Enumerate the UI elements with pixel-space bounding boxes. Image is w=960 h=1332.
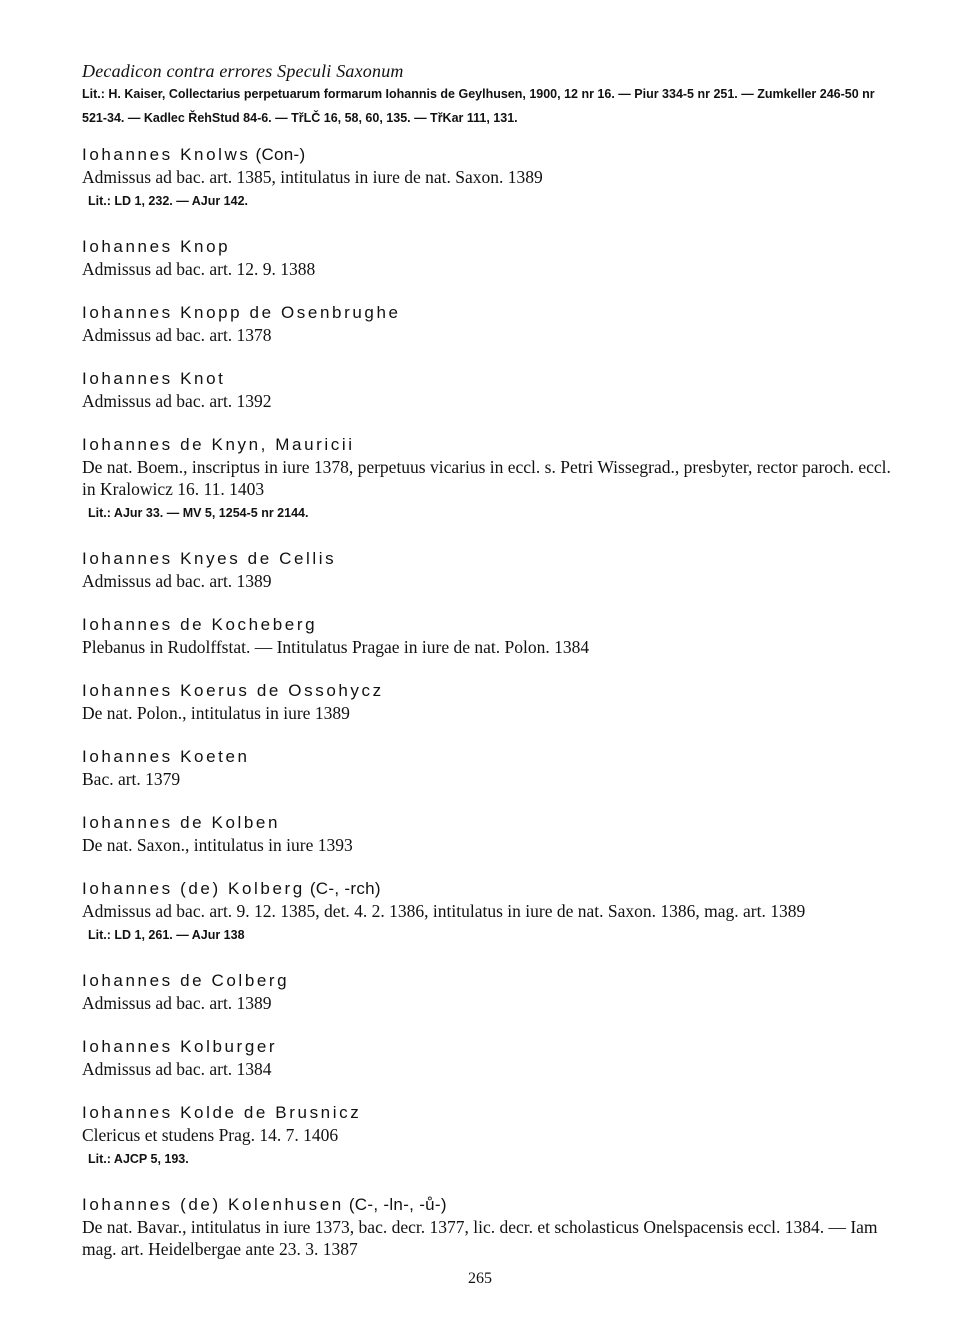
entry-text: De nat. Saxon., intitulatus in iure 1393 <box>82 835 353 855</box>
entry-name <box>82 812 892 834</box>
biographical-entry <box>82 434 892 526</box>
entry-literature: Lit.: AJur 33. — MV 5, 1254-5 nr 2144. <box>88 506 309 520</box>
entry-text: Admissus ad bac. art. 12. 9. 1388 <box>82 259 316 279</box>
entry-name <box>82 548 892 570</box>
biographical-entry <box>82 812 892 856</box>
entry-text: De nat. Bavar., intitulatus in iure 1373, bac. decr. 1377, lic. decr. et scholasticus Onelspacensis eccl. 1384. — Iam mag. art. Heidelbergae ante 23. 3. 1387 <box>82 1217 878 1259</box>
entry-text: Admissus ad bac. art. 1385, intitulatus in iure de nat. Saxon. 1389 <box>82 167 543 187</box>
entry-text: Bac. art. 1379 <box>82 769 181 789</box>
entry-name <box>82 302 892 324</box>
entry-name-variant: (C-, -ln-, -ů-) <box>343 1195 447 1214</box>
biographical-entry <box>82 746 892 790</box>
intro-section <box>82 60 892 130</box>
entry-name-text: Iohannes (de) Kolenhusen <box>82 1195 344 1214</box>
entry-name-text: Iohannes Koeten <box>82 747 250 766</box>
biographical-entry <box>82 878 892 948</box>
biographical-entry <box>82 680 892 724</box>
biographical-entry <box>82 970 892 1014</box>
biographical-entry <box>82 614 892 658</box>
biographical-entry <box>82 368 892 412</box>
biographical-entry <box>82 302 892 346</box>
entry-text: Admissus ad bac. art. 9. 12. 1385, det. 4. 2. 1386, intitulatus in iure de nat. Saxon. 1386, mag. art. 1389 <box>82 901 806 921</box>
entry-name <box>82 1194 892 1216</box>
entry-name-text: Iohannes de Kocheberg <box>82 615 318 634</box>
entry-name <box>82 1102 892 1124</box>
entry-text: Clericus et studens Prag. 14. 7. 1406 <box>82 1125 339 1145</box>
entry-name-variant: (Con-) <box>250 145 306 164</box>
entry-literature: Lit.: LD 1, 261. — AJur 138 <box>88 928 245 942</box>
entry-name-text: Iohannes Knolws <box>82 145 251 164</box>
entry-name-text: Iohannes Kolde de Brusnicz <box>82 1103 362 1122</box>
entry-text: De nat. Boem., inscriptus in iure 1378, perpetuus vicarius in eccl. s. Petri Wissegrad., presbyter, rector paroch. eccl. in Kralowicz 16. 11. 1403 <box>82 457 891 499</box>
biographical-entry <box>82 236 892 280</box>
entry-name <box>82 614 892 636</box>
entry-name-text: Iohannes Knop <box>82 237 231 256</box>
entry-name-text: Iohannes Koerus de Ossohycz <box>82 681 384 700</box>
biographical-entry <box>82 144 892 214</box>
entry-text: Admissus ad bac. art. 1378 <box>82 325 272 345</box>
entry-name-text: Iohannes Knyes de Cellis <box>82 549 337 568</box>
intro-literature: Lit.: H. Kaiser, Collectarius perpetuarum formarum Iohannis de Geylhusen, 1900, 12 nr 16. — Piur 334-5 nr 251. — Zumkeller 246-50 nr 521-34. — Kadlec ŘehStud 84-6. — TřLČ 16, 58, 60, 135. — TřKar 111, 131. <box>82 87 875 125</box>
entry-name <box>82 144 892 166</box>
entry-name <box>82 368 892 390</box>
entry-name-text: Iohannes Kolburger <box>82 1037 278 1056</box>
entry-text: Admissus ad bac. art. 1392 <box>82 391 272 411</box>
entry-text: De nat. Polon., intitulatus in iure 1389 <box>82 703 350 723</box>
biographical-entry <box>82 1102 892 1172</box>
biographical-entry <box>82 548 892 592</box>
intro-title: Decadicon contra errores Speculi Saxonum <box>82 61 404 81</box>
entry-text: Admissus ad bac. art. 1389 <box>82 993 272 1013</box>
entry-name-text: Iohannes de Kolben <box>82 813 281 832</box>
document-page <box>82 60 892 1260</box>
entry-name <box>82 878 892 900</box>
entry-name-text: Iohannes de Colberg <box>82 971 290 990</box>
entry-name <box>82 236 892 258</box>
entry-name <box>82 680 892 702</box>
biographical-entry <box>82 1036 892 1080</box>
entry-name-text: Iohannes de Knyn, Mauricii <box>82 435 355 454</box>
entry-literature: Lit.: AJCP 5, 193. <box>88 1152 189 1166</box>
entry-name-text: Iohannes (de) Kolberg <box>82 879 305 898</box>
entry-name <box>82 434 892 456</box>
entry-name <box>82 746 892 768</box>
entry-name-text: Iohannes Knot <box>82 369 226 388</box>
entry-list <box>82 144 892 1260</box>
entry-literature: Lit.: LD 1, 232. — AJur 142. <box>88 194 249 208</box>
entry-name <box>82 1036 892 1058</box>
entry-name-text: Iohannes Knopp de Osenbrughe <box>82 303 401 322</box>
entry-name-variant: (C-, -rch) <box>304 879 381 898</box>
entry-text: Plebanus in Rudolffstat. — Intitulatus Pragae in iure de nat. Polon. 1384 <box>82 637 590 657</box>
entry-name <box>82 970 892 992</box>
page-number: 265 <box>468 1270 492 1287</box>
entry-text: Admissus ad bac. art. 1384 <box>82 1059 272 1079</box>
biographical-entry <box>82 1194 892 1260</box>
entry-text: Admissus ad bac. art. 1389 <box>82 571 272 591</box>
